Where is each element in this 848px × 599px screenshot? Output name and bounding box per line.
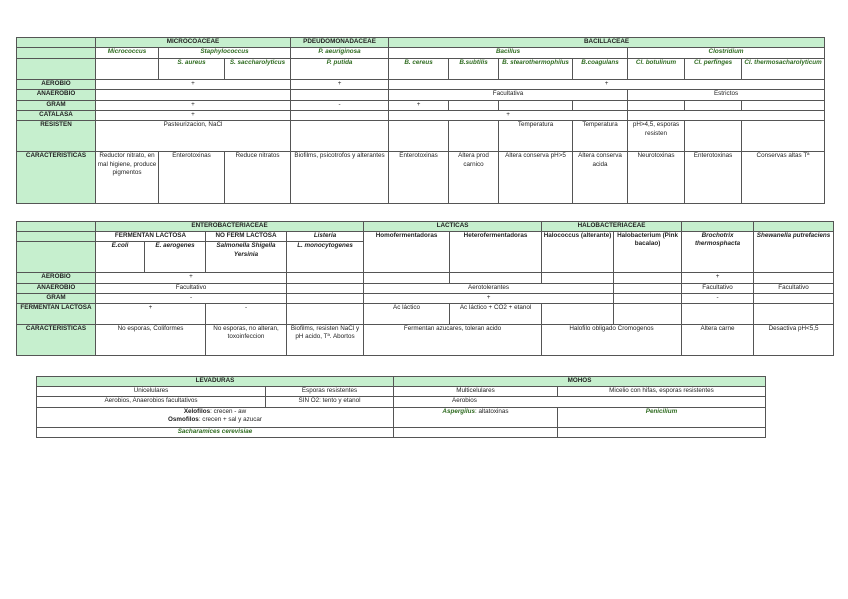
cell-penicilium: Penicilium — [558, 407, 766, 427]
empty-cell — [614, 293, 682, 303]
species-b-cereus: B. cereus — [389, 58, 449, 79]
header-homofermentadoras: Homofermentadoras — [364, 232, 450, 273]
cell-aerobio-entero: + — [96, 273, 287, 283]
cell-xerofilos-osmofilos — [37, 407, 394, 427]
cell-sin-o2: SIN O2: tento y etanol — [266, 397, 394, 407]
cell-gram-lacticas: + — [364, 293, 614, 303]
cell-resisten-b-stearothermophilus: Temperatura — [499, 121, 573, 152]
empty-cell — [685, 121, 742, 152]
cell-car-b-subtilis: Altera prod carnico — [449, 152, 499, 204]
cell-fermentan-hetero: Ac láctico + CO2 + etanol — [450, 303, 542, 324]
cell-anaerobio-brochotrix: Facultativo — [682, 283, 754, 293]
empty-header-cell — [754, 222, 834, 232]
row-label-gram: GRAM — [17, 100, 96, 110]
genus-clostridium: Clostridium — [628, 48, 825, 58]
corner-cell — [17, 58, 96, 79]
species-b-stearothermophilus: B. stearothermophilus — [499, 58, 573, 79]
cell-car-brochotrix: Altera carne — [682, 324, 754, 355]
bacteria-table-1 — [16, 37, 825, 204]
cell-aerobio-brochotrix: + — [682, 273, 754, 283]
species-brochotrix: Brochotrix thermosphacta — [682, 232, 754, 273]
cell-aerobio-bacillaceae: + — [389, 79, 825, 89]
cell-car-b-coagulans: Altera conserva acida — [573, 152, 628, 204]
osmofilos-label: Osmofilos — [168, 415, 199, 423]
empty-header-cell — [682, 222, 754, 232]
empty-cell — [685, 100, 742, 110]
cell-unicelulares: Unicelulares — [37, 387, 266, 397]
aspergilus-text: : altatoxinas — [474, 407, 509, 415]
header-halococcus: Halococcus (alterante) — [542, 232, 614, 273]
row-label-caracteristicas: CARACTERISTICAS — [17, 152, 96, 204]
cell-car-s-aureus: Enterotoxinas — [159, 152, 225, 204]
genus-listeria: Listeria — [287, 232, 364, 242]
cell-catalasa-bacillus: + — [389, 110, 628, 120]
cell-car-listeria: Biofilms, resisten NaCl y pH acido, Tª. Abortos — [287, 324, 364, 355]
species-cl-perfinges: Cl. perfinges — [685, 58, 742, 79]
header-halobacteriaceae: HALOBACTERIACEAE — [542, 222, 682, 232]
species-cl-botulinum: Cl. botulinum — [628, 58, 685, 79]
cell-gram-entero: - — [96, 293, 287, 303]
header-pseudomonadaceae: PDEUDOMONADACEAE — [291, 38, 389, 48]
species-salmonella-shigella-yersinia: Salmonella Shigella Yersinia — [206, 242, 287, 273]
row-label-fermentan-lactosa: FERMENTAN LACTOSA — [17, 303, 96, 324]
species-l-monocytogenes: L. monocytogenes — [287, 242, 364, 273]
header-lacticas: LACTICAS — [364, 222, 542, 232]
species-e-aerogenes: E. aerogenes — [145, 242, 206, 273]
cell-aerobio-micrococaceae: + — [96, 79, 291, 89]
empty-cell — [628, 100, 685, 110]
empty-cell — [449, 100, 499, 110]
corner-cell — [17, 242, 96, 273]
cell-fermentan-homo: Ac láctico — [364, 303, 450, 324]
cell-fermentan-ferm: + — [96, 303, 206, 324]
cell-gram-pseudomonadaceae: - — [291, 100, 389, 110]
genus-bacillus: Bacillus — [389, 48, 628, 58]
empty-cell — [291, 90, 389, 100]
empty-cell — [291, 121, 389, 152]
empty-cell — [364, 273, 450, 283]
header-micrococaceae: MICROCOACEAE — [96, 38, 291, 48]
empty-cell — [558, 427, 766, 437]
corner-cell — [17, 232, 96, 242]
empty-cell — [628, 110, 825, 120]
row-label-aerobio: AEROBIO — [17, 79, 96, 89]
xerofilos-label: Xelofilos — [183, 407, 211, 415]
cell-car-b-cereus: Enterotoxinas — [389, 152, 449, 204]
cell-car-halo: Halofilo obligado Cromogenos — [542, 324, 682, 355]
species-p-putida: P. putida — [291, 58, 389, 79]
empty-cell — [614, 273, 682, 283]
species-e-coli: E.coli — [96, 242, 145, 273]
genus-staphylococcus: Staphylococcus — [159, 48, 291, 58]
empty-cell — [389, 121, 449, 152]
cell-catalasa-micrococaceae: + — [96, 110, 291, 120]
row-label-catalasa: CATALASA — [17, 110, 96, 120]
cell-car-cl-botulinum: Neurotoxinas — [628, 152, 685, 204]
species-cl-thermosaccharolyticum: Cl. thermosacharolyticum — [742, 58, 825, 79]
header-no-ferm-lactosa: NO FERM LACTOSA — [206, 232, 287, 242]
cell-anaerobio-entero: Facultativo — [96, 283, 287, 293]
empty-cell — [573, 100, 628, 110]
fungi-table — [36, 376, 766, 438]
species-p-aeruginosa: P. aeuriginosa — [291, 48, 389, 58]
empty-cell — [614, 283, 682, 293]
row-label-aerobio: AEROBIO — [17, 273, 96, 283]
cell-aerobio-pseudomonadaceae: + — [291, 79, 389, 89]
cell-anaerobio-bacillus: Facultativa — [389, 90, 628, 100]
header-mohos: MOHOS — [394, 377, 766, 387]
cell-resisten-micrococaceae: Pasteurizacion, NaCl — [96, 121, 291, 152]
species-b-coagulans: B.coagulans — [573, 58, 628, 79]
xerofilos-text: : crecen - aw — [210, 407, 247, 415]
cell-car-micrococcus: Reductor nitrato, en mal higiene, produce pigmentos — [96, 152, 159, 204]
cell-gram-b-cereus: + — [389, 100, 449, 110]
header-heterofermentadoras: Heterofermentadoras — [450, 232, 542, 273]
osmofilos-text: : crecen + sal y azucar — [198, 415, 262, 423]
species-shewanella: Shewanella putrefaciens — [754, 232, 834, 273]
empty-cell — [542, 273, 614, 283]
row-label-caracteristicas: CARACTERISTICAS — [17, 324, 96, 355]
empty-cell — [96, 90, 291, 100]
empty-cell — [742, 121, 825, 152]
cell-resisten-cl-botulinum: pH>4,5, esporas resisten — [628, 121, 685, 152]
empty-cell — [450, 273, 542, 283]
cell-mohos-aerobios: Aerobios — [394, 397, 766, 407]
header-levaduras: LEVADURAS — [37, 377, 394, 387]
cell-car-lacticas: Fermentan azucares, toleran acido — [364, 324, 542, 355]
bacteria-table-2 — [16, 221, 834, 356]
empty-cell — [754, 293, 834, 303]
corner-cell — [17, 222, 96, 232]
cell-car-shewanella: Desactiva pH<5,5 — [754, 324, 834, 355]
row-label-anaerobio: ANAEROBIO — [17, 90, 96, 100]
cell-car-s-saccharolyticus: Reduce nitratos — [225, 152, 291, 204]
corner-cell — [17, 48, 96, 58]
cell-esporas-resistentes: Esporas resistentes — [266, 387, 394, 397]
empty-cell — [287, 293, 364, 303]
empty-cell — [542, 303, 614, 324]
header-bacillaceae: BACILLACEAE — [389, 38, 825, 48]
empty-cell — [614, 303, 682, 324]
species-s-saccharolyticus: S. saccharolyticus — [225, 58, 291, 79]
empty-cell — [499, 100, 573, 110]
header-halobacterium: Halobacterium (Pink bacalao) — [614, 232, 682, 273]
cell-car-ferm: No esporas, Coliformes — [96, 324, 206, 355]
empty-cell — [742, 100, 825, 110]
empty-cell — [96, 58, 159, 79]
aspergilus-label: Aspergilus — [442, 407, 475, 415]
header-enterobacteriaceae: ENTEROBACTERIACEAE — [96, 222, 364, 232]
cell-sacharomices: Sacharamices cerevisiae — [37, 427, 394, 437]
cell-micelio: Micelio con hifas, esporas resistentes — [558, 387, 766, 397]
empty-cell — [394, 427, 558, 437]
empty-cell — [291, 110, 389, 120]
empty-cell — [449, 121, 499, 152]
header-fermentan-lactosa: FERMENTAN LACTOSA — [96, 232, 206, 242]
cell-car-pseudomonadaceae: Biofilms, psicotrofos y alterantes — [291, 152, 389, 204]
cell-gram-brochotrix: - — [682, 293, 754, 303]
empty-cell — [754, 303, 834, 324]
empty-cell — [287, 303, 364, 324]
row-label-anaerobio: ANAEROBIO — [17, 283, 96, 293]
genus-micrococcus: Micrococcus — [96, 48, 159, 58]
cell-car-cl-perfinges: Enterotoxinas — [685, 152, 742, 204]
empty-cell — [754, 273, 834, 283]
cell-car-noferm: No esporas, no alteran, toxoinfeccion — [206, 324, 287, 355]
species-s-aureus: S. aureus — [159, 58, 225, 79]
cell-car-cl-thermosaccharolyticum: Conservas altas Tª — [742, 152, 825, 204]
cell-gram-micrococaceae: + — [96, 100, 291, 110]
row-label-resisten: RESISTEN — [17, 121, 96, 152]
empty-cell — [287, 283, 364, 293]
empty-cell — [287, 273, 364, 283]
cell-multicelulares: Multicelulares — [394, 387, 558, 397]
empty-cell — [682, 303, 754, 324]
cell-anaerobio-shewanella: Facultativo — [754, 283, 834, 293]
cell-anaerobio-lacticas: Aerotolerantes — [364, 283, 614, 293]
cell-car-b-stearothermophilus: Altera conserva pH>5 — [499, 152, 573, 204]
cell-aspergilus — [394, 407, 558, 427]
cell-resisten-b-coagulans: Temperatura — [573, 121, 628, 152]
row-label-gram: GRAM — [17, 293, 96, 303]
species-b-subtilis: B.subtilis — [449, 58, 499, 79]
cell-fermentan-noferm: - — [206, 303, 287, 324]
cell-anaerobio-clostridium: Estrictos — [628, 90, 825, 100]
corner-cell — [17, 38, 96, 48]
cell-levaduras-aerobios: Aerobios, Anaerobios facultativos — [37, 397, 266, 407]
